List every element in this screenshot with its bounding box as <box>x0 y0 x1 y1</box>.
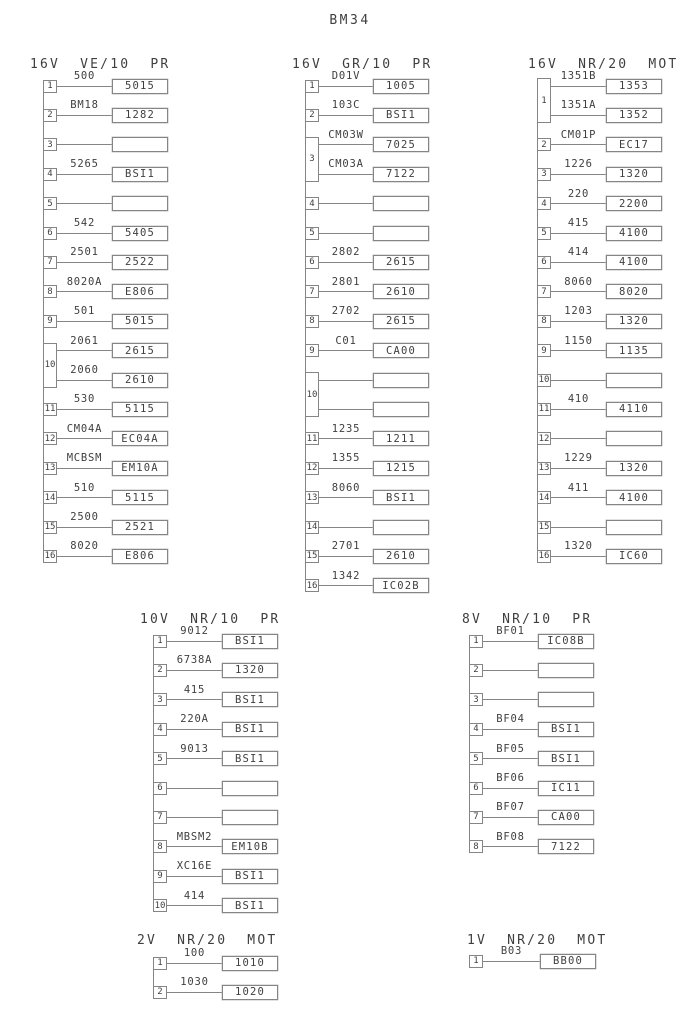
wire-label: XC16E <box>176 860 213 873</box>
dest-box <box>222 781 278 796</box>
dest-box <box>222 810 278 825</box>
dest-box: BSI1 <box>222 898 278 913</box>
pin-box: 9 <box>537 344 551 357</box>
dest-box: BSI1 <box>112 167 168 182</box>
pin-box: 3 <box>537 168 551 181</box>
dest-box: IC02B <box>373 578 429 593</box>
dest-box: 5115 <box>112 490 168 505</box>
dest-box: 1020 <box>222 985 278 1000</box>
wire-line <box>57 380 112 381</box>
dest-box: EM10A <box>112 461 168 476</box>
wire-line <box>57 468 112 469</box>
pin-box: 8 <box>537 315 551 328</box>
wire-label: 8060 <box>331 481 361 494</box>
pin-box: 1 <box>537 78 551 123</box>
pin-box: 5 <box>469 752 483 765</box>
connector-title: 2V NR/20 MOT <box>137 933 278 948</box>
wire-label: C01 <box>335 334 357 347</box>
pin-box: 10 <box>154 900 166 911</box>
dest-box: 5115 <box>112 402 168 417</box>
dest-box: EM10B <box>222 839 278 854</box>
pin-box: 4 <box>43 168 57 181</box>
page-title: BM34 <box>329 13 371 28</box>
pin-box: 8 <box>153 840 167 853</box>
wire-line <box>551 233 606 234</box>
wire-label: 1320 <box>564 540 593 553</box>
wire-line <box>319 291 373 292</box>
wire-line <box>551 468 606 469</box>
pin-box: 2 <box>43 109 57 122</box>
pin-box: 5 <box>153 752 167 765</box>
pin-box: 1 <box>153 635 167 648</box>
pin-box: 8 <box>469 840 483 853</box>
wire-line <box>483 961 540 962</box>
connector-title: 8V NR/10 PR <box>462 612 593 627</box>
dest-box <box>606 431 662 446</box>
pin-box: 7 <box>469 811 483 824</box>
wire-label: 1342 <box>331 569 361 582</box>
dest-box: 7025 <box>373 137 429 152</box>
wire-label: 5265 <box>70 158 99 171</box>
dest-box: 7122 <box>373 167 429 182</box>
wire-line <box>551 262 606 263</box>
pin-box: 5 <box>537 227 551 240</box>
pin-box: 3 <box>43 138 57 151</box>
dest-box: CA00 <box>373 343 429 358</box>
connector-title: 16V GR/10 PR <box>292 57 433 72</box>
pin-box: 14 <box>44 492 56 503</box>
wire-label: 1203 <box>564 305 593 318</box>
pin-box: 7 <box>305 285 319 298</box>
wire-line <box>551 115 606 116</box>
wire-label: BF07 <box>496 801 525 814</box>
wire-label: 8020A <box>66 275 103 288</box>
wire-line <box>57 321 112 322</box>
pin-box: 3 <box>305 137 319 182</box>
wire-label: 9012 <box>180 625 209 637</box>
wire-line <box>167 992 222 993</box>
wire-line <box>319 86 373 87</box>
wire-label: 220A <box>180 713 209 726</box>
wire-line <box>57 556 112 557</box>
pin-box: 2 <box>153 664 167 677</box>
pin-box: 4 <box>537 197 551 210</box>
pin-box: 4 <box>153 723 167 736</box>
wire-line <box>57 527 112 528</box>
connector-title: 10V NR/10 PR <box>140 612 281 627</box>
wire-line <box>483 846 538 847</box>
wire-label: CM01P <box>560 128 597 141</box>
wire-line <box>319 321 373 322</box>
dest-box: 2200 <box>606 196 662 211</box>
dest-box: 5405 <box>112 226 168 241</box>
wire-label: 410 <box>567 393 590 406</box>
wire-line <box>551 527 606 528</box>
dest-box: IC11 <box>538 781 594 796</box>
pin-box: 6 <box>305 256 319 269</box>
dest-box: 2610 <box>373 549 429 564</box>
pin-box: 6 <box>153 782 167 795</box>
dest-box: 1215 <box>373 461 429 476</box>
wire-line <box>167 788 222 789</box>
wire-line <box>167 817 222 818</box>
wire-line <box>551 174 606 175</box>
pin-box: 7 <box>537 285 551 298</box>
dest-box <box>373 520 429 535</box>
wire-line <box>551 497 606 498</box>
dest-box: 1320 <box>606 167 662 182</box>
wire-line <box>57 174 112 175</box>
pin-box: 2 <box>469 664 483 677</box>
wire-label: BF04 <box>496 713 525 726</box>
pin-box: 10 <box>538 375 550 385</box>
wire-label: 415 <box>567 217 590 229</box>
dest-box: BSI1 <box>538 722 594 737</box>
dest-box: E806 <box>112 284 168 299</box>
dest-box: 2610 <box>112 373 168 388</box>
pin-box: 11 <box>538 404 550 415</box>
pin-box: 10 <box>305 372 319 417</box>
wire-line <box>57 233 112 234</box>
wire-label: 8060 <box>564 275 593 288</box>
wire-label: 510 <box>73 481 96 494</box>
wire-line <box>319 527 373 528</box>
pin-box: 10 <box>43 343 57 388</box>
pin-box: 1 <box>305 80 319 93</box>
wire-label: MBSM2 <box>176 830 213 843</box>
wire-label: 220 <box>567 187 590 200</box>
wire-line <box>483 641 538 642</box>
wire-label: 1226 <box>564 158 593 171</box>
pin-box: 6 <box>469 782 483 795</box>
wire-label: 1351A <box>560 99 597 112</box>
wire-line <box>57 350 112 351</box>
pin-box: 2 <box>305 109 319 122</box>
pin-box: 4 <box>469 723 483 736</box>
dest-box: 1320 <box>222 663 278 678</box>
wire-label: CM03W <box>328 128 364 141</box>
dest-box: 1320 <box>606 461 662 476</box>
dest-box: CA00 <box>538 810 594 825</box>
wire-label: CM03A <box>328 158 364 171</box>
wire-label: 2060 <box>70 364 99 376</box>
wire-line <box>57 86 112 87</box>
wire-label: 1235 <box>331 422 361 435</box>
pin-box: 9 <box>43 315 57 328</box>
wire-label: 8020 <box>70 540 99 553</box>
wire-line <box>319 438 373 439</box>
pin-box: 1 <box>469 635 483 648</box>
pin-box: 1 <box>43 80 57 93</box>
pin-box: 1 <box>469 955 483 968</box>
pin-box: 3 <box>153 693 167 706</box>
dest-box: BSI1 <box>538 751 594 766</box>
dest-box: BB00 <box>540 954 596 969</box>
wire-line <box>551 321 606 322</box>
wire-line <box>319 585 373 586</box>
dest-box <box>538 692 594 707</box>
dest-box: 1135 <box>606 343 662 358</box>
wire-label: 414 <box>183 889 206 902</box>
dest-box: 1282 <box>112 108 168 123</box>
wire-line <box>551 409 606 410</box>
wire-line <box>319 144 373 145</box>
pin-box: 12 <box>306 463 318 474</box>
wire-line <box>551 350 606 351</box>
wire-line <box>551 86 606 87</box>
wire-label: 414 <box>567 246 590 259</box>
wire-line <box>167 905 222 906</box>
dest-box: IC60 <box>606 549 662 564</box>
dest-box: BSI1 <box>373 490 429 505</box>
wire-line <box>483 758 538 759</box>
wire-label: 501 <box>73 305 96 318</box>
pin-box: 12 <box>44 433 56 444</box>
wire-label: 1351B <box>560 70 597 82</box>
wire-label: CM04A <box>66 422 103 435</box>
wire-line <box>551 438 606 439</box>
pin-box: 1 <box>153 957 167 970</box>
wire-label: 2801 <box>331 275 361 288</box>
wire-label: 2061 <box>70 334 99 347</box>
pin-box: 9 <box>305 344 319 357</box>
dest-box: 1211 <box>373 431 429 446</box>
dest-box: 1320 <box>606 314 662 329</box>
dest-box: 5015 <box>112 314 168 329</box>
wire-label: 530 <box>73 393 96 406</box>
dest-box: 2610 <box>373 284 429 299</box>
dest-box <box>373 402 429 417</box>
dest-box <box>538 663 594 678</box>
dest-box: 4110 <box>606 402 662 417</box>
wire-line <box>57 497 112 498</box>
wire-label: 6738A <box>176 654 213 667</box>
wire-label: 2802 <box>331 246 361 259</box>
pin-box: 2 <box>537 138 551 151</box>
wire-line <box>57 203 112 204</box>
wire-line <box>167 670 222 671</box>
wire-label: 1150 <box>564 334 593 347</box>
wire-line <box>57 438 112 439</box>
dest-box <box>373 373 429 388</box>
dest-box: BSI1 <box>222 869 278 884</box>
wire-line <box>319 497 373 498</box>
pin-box: 4 <box>305 197 319 210</box>
wire-label: 103C <box>331 99 361 112</box>
dest-box: 4100 <box>606 490 662 505</box>
wire-line <box>319 409 373 410</box>
pin-box: 16 <box>538 551 550 562</box>
dest-box: BSI1 <box>222 751 278 766</box>
connector-title: 16V VE/10 PR <box>30 57 171 72</box>
dest-box: EC04A <box>112 431 168 446</box>
wire-line <box>319 233 373 234</box>
dest-box: 1353 <box>606 79 662 94</box>
pin-box: 5 <box>305 227 319 240</box>
wire-label: 9013 <box>180 742 209 755</box>
pin-box: 3 <box>469 693 483 706</box>
dest-box: EC17 <box>606 137 662 152</box>
wire-line <box>319 468 373 469</box>
wire-label: 542 <box>73 217 96 229</box>
wire-label: BF01 <box>496 625 525 637</box>
wire-line <box>483 670 538 671</box>
dest-box: 2521 <box>112 520 168 535</box>
wire-line <box>319 174 373 175</box>
dest-box: E806 <box>112 549 168 564</box>
pin-box: 7 <box>153 811 167 824</box>
dest-box <box>606 373 662 388</box>
wire-line <box>57 409 112 410</box>
wire-line <box>319 203 373 204</box>
wire-line <box>167 758 222 759</box>
pin-box: 15 <box>538 522 550 532</box>
wire-label: 1229 <box>564 452 593 465</box>
wire-label: 1030 <box>180 976 209 989</box>
dest-box <box>373 196 429 211</box>
dest-box: 4100 <box>606 226 662 241</box>
dest-box: BSI1 <box>373 108 429 123</box>
wire-label: 2702 <box>331 305 361 318</box>
dest-box: 2615 <box>112 343 168 358</box>
wire-line <box>167 876 222 877</box>
pin-box: 7 <box>43 256 57 269</box>
dest-box: 4100 <box>606 255 662 270</box>
wire-line <box>483 699 538 700</box>
wire-line <box>551 380 606 381</box>
wire-line <box>167 699 222 700</box>
wire-line <box>551 556 606 557</box>
dest-box <box>606 520 662 535</box>
dest-box: 7122 <box>538 839 594 854</box>
wire-label: B03 <box>500 945 523 957</box>
pin-box: 5 <box>43 197 57 210</box>
dest-box: 1005 <box>373 79 429 94</box>
dest-box: IC08B <box>538 634 594 649</box>
wire-line <box>57 144 112 145</box>
wire-label: BF06 <box>496 772 525 784</box>
wire-label: BM18 <box>70 99 99 112</box>
dest-box: 1352 <box>606 108 662 123</box>
wire-line <box>319 262 373 263</box>
wire-line <box>483 729 538 730</box>
wire-label: 415 <box>183 683 206 696</box>
wire-line <box>167 729 222 730</box>
wire-label: 100 <box>183 947 206 959</box>
pin-box: 16 <box>306 580 318 591</box>
wire-line <box>319 380 373 381</box>
wire-line <box>57 291 112 292</box>
connector-title: 1V NR/20 MOT <box>467 933 608 948</box>
pin-box: 13 <box>538 463 550 474</box>
wire-line <box>319 350 373 351</box>
pin-box: 6 <box>43 227 57 240</box>
pin-box: 12 <box>538 433 550 444</box>
wire-label: BF05 <box>496 742 525 755</box>
wire-label: BF08 <box>496 830 525 843</box>
pin-box: 9 <box>153 870 167 883</box>
wire-label: D01V <box>331 70 361 82</box>
wire-label: 1355 <box>331 452 361 465</box>
dest-box: BSI1 <box>222 634 278 649</box>
wire-line <box>167 846 222 847</box>
dest-box <box>112 137 168 152</box>
wire-line <box>551 203 606 204</box>
dest-box <box>112 196 168 211</box>
pin-box: 16 <box>44 551 56 562</box>
wire-label: 500 <box>73 70 96 82</box>
dest-box: 8020 <box>606 284 662 299</box>
wire-line <box>319 115 373 116</box>
connector-title: 16V NR/20 MOT <box>528 57 679 72</box>
wire-line <box>167 963 222 964</box>
wire-line <box>167 641 222 642</box>
dest-box: BSI1 <box>222 722 278 737</box>
wire-label: 2500 <box>70 511 99 523</box>
wire-line <box>483 788 538 789</box>
wire-line <box>551 291 606 292</box>
dest-box: 1010 <box>222 956 278 971</box>
wire-line <box>483 817 538 818</box>
wire-label: 2501 <box>70 246 99 259</box>
wire-line <box>57 115 112 116</box>
pin-box: 11 <box>44 404 56 415</box>
pin-box: 13 <box>44 463 56 474</box>
wire-label: 411 <box>567 481 590 494</box>
dest-box: 2615 <box>373 255 429 270</box>
pin-box: 8 <box>43 285 57 298</box>
pin-box: 2 <box>153 986 167 999</box>
wire-line <box>551 144 606 145</box>
dest-box <box>373 226 429 241</box>
dest-box: 5015 <box>112 79 168 94</box>
pin-box: 14 <box>538 492 550 503</box>
pin-box: 8 <box>305 315 319 328</box>
pin-box: 13 <box>306 492 318 503</box>
wire-label: MCBSM <box>66 452 103 465</box>
wire-line <box>319 556 373 557</box>
pin-box: 6 <box>537 256 551 269</box>
dest-box: 2615 <box>373 314 429 329</box>
dest-box: BSI1 <box>222 692 278 707</box>
dest-box: 2522 <box>112 255 168 270</box>
wire-label: 2701 <box>331 540 361 553</box>
pin-box: 14 <box>306 522 318 532</box>
pin-box: 15 <box>306 551 318 562</box>
pin-box: 15 <box>44 522 56 532</box>
wire-line <box>57 262 112 263</box>
pin-box: 11 <box>306 433 318 444</box>
